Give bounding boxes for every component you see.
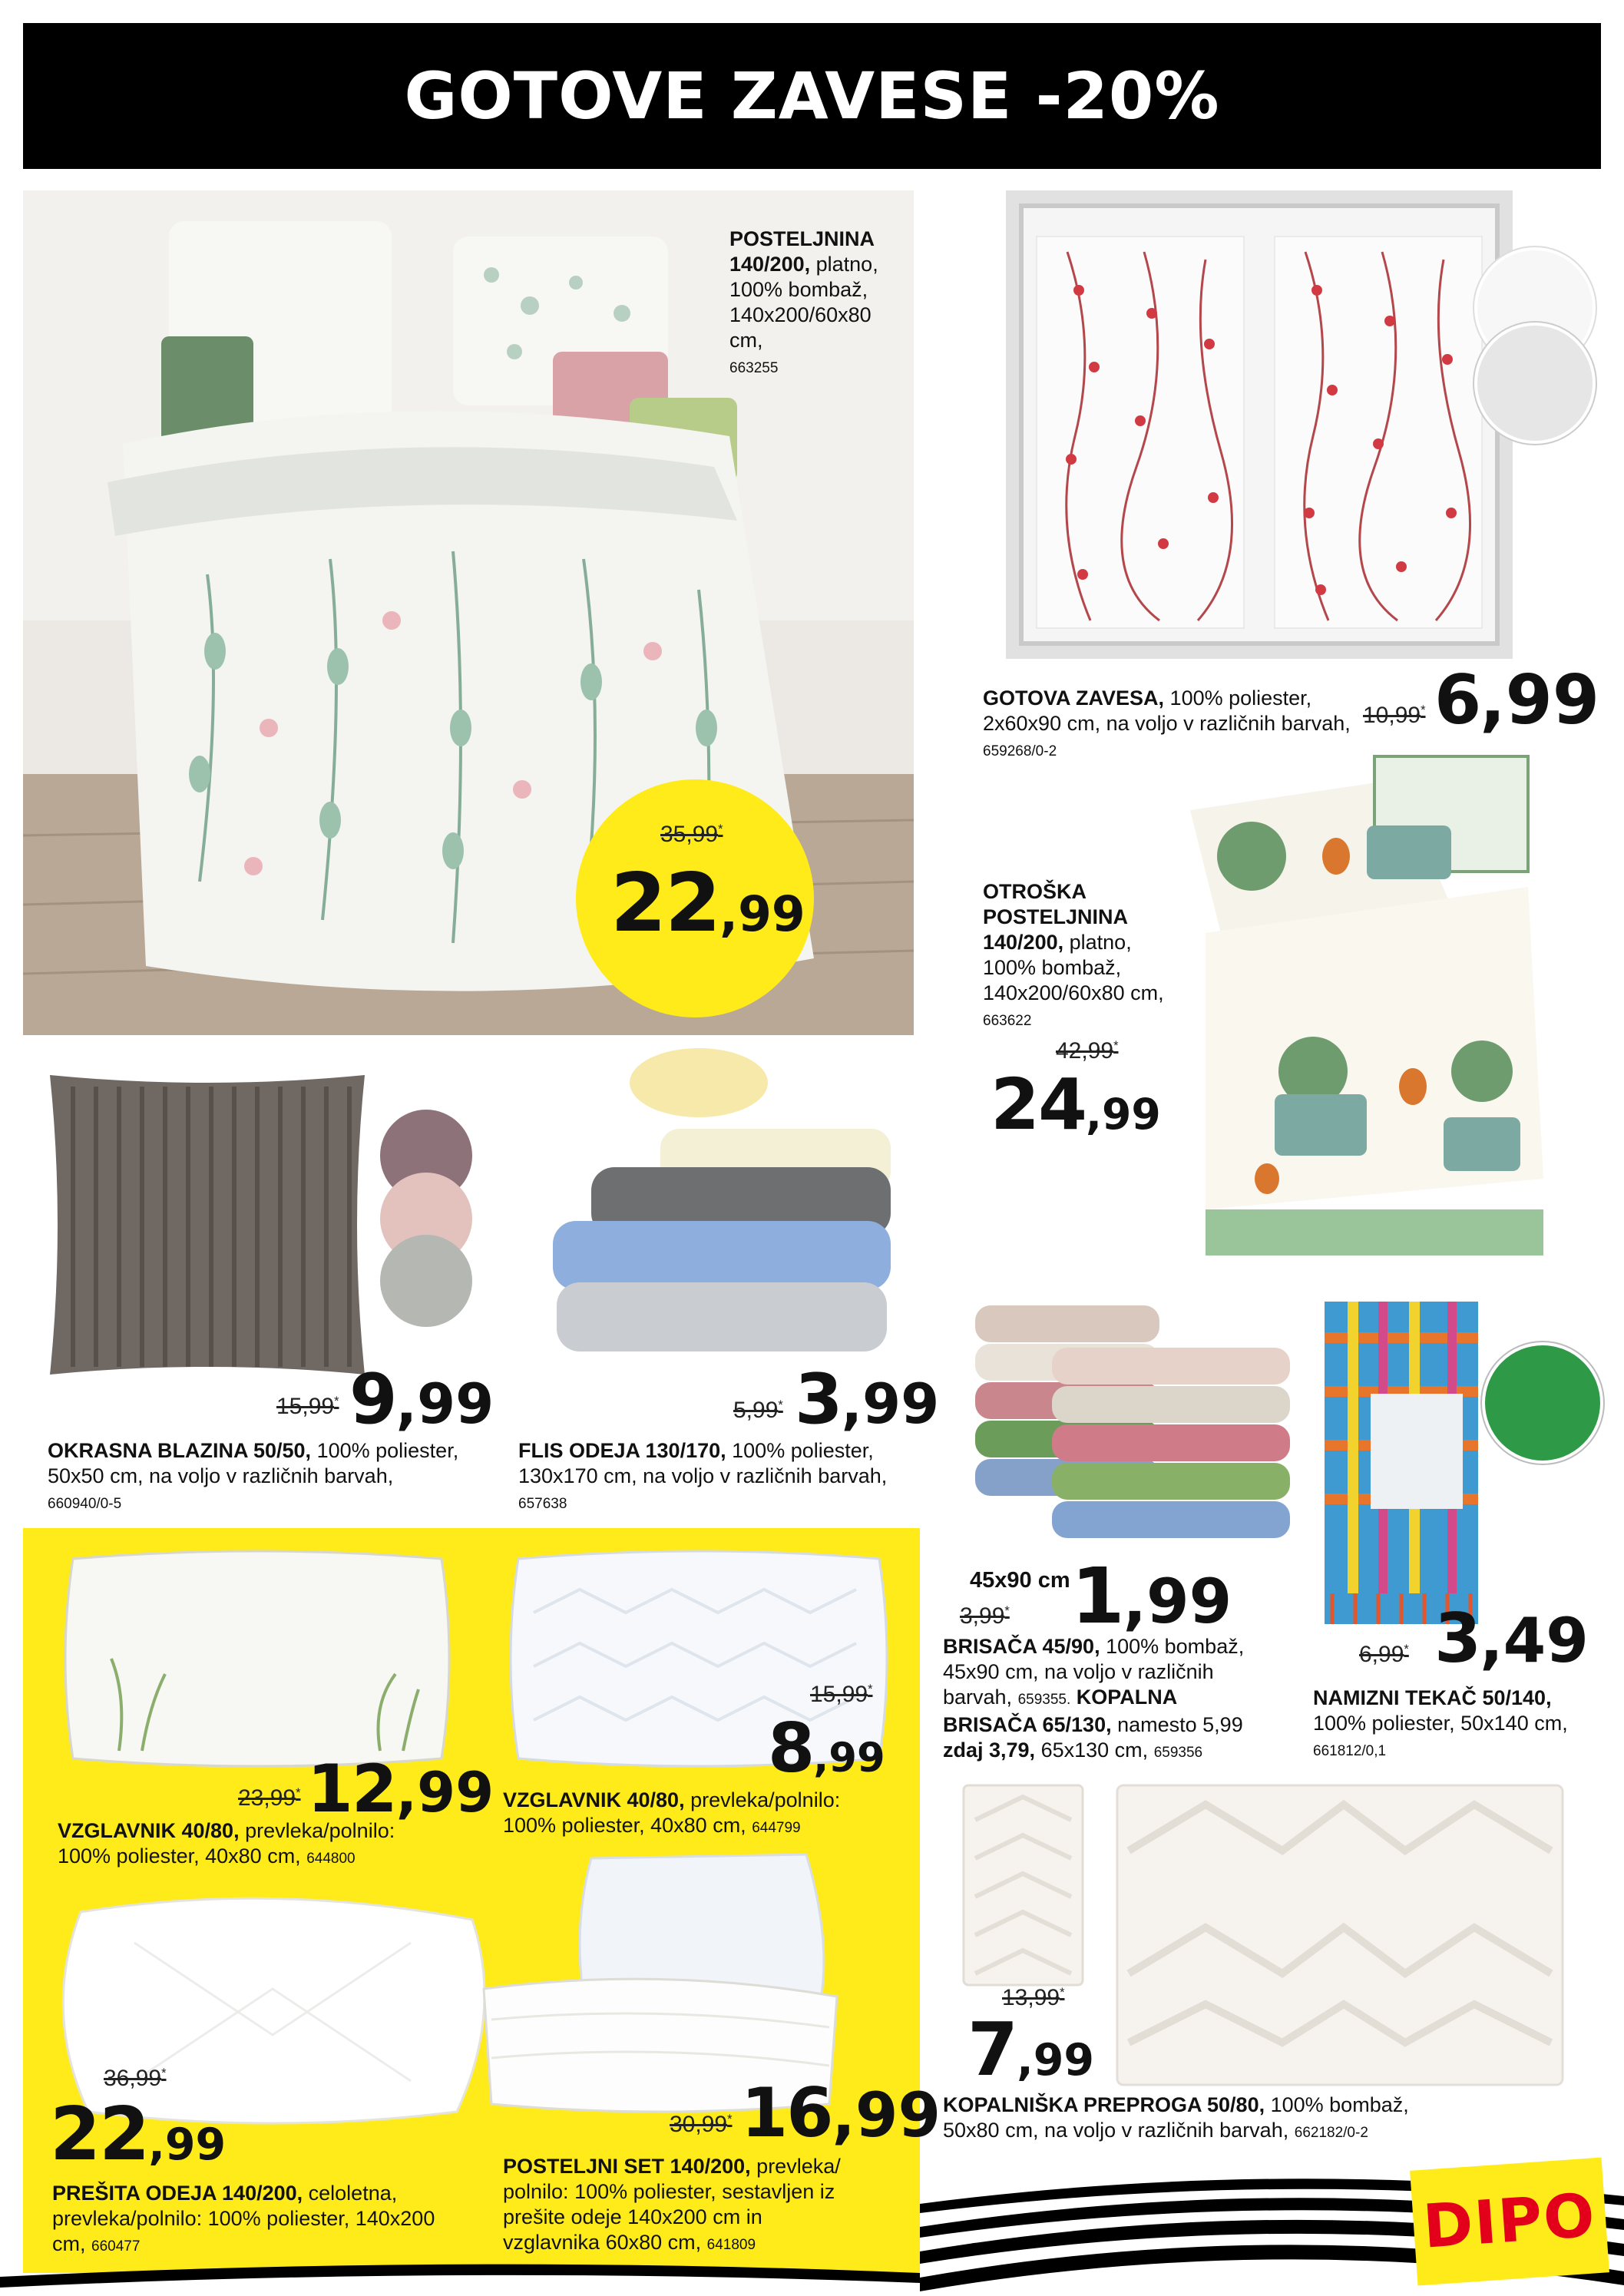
curtain-photo [1006,190,1513,659]
brisaca-desc: BRISAČA 45/90, 100% bombaž, 45x90 cm, na voljo v različnih barvah, 659355. KOPALNA BRISAČA 65/130, namesto 5,99 zdaj 3,79, 65x130 cm, 659356 [943,1635,1245,1762]
price: 6,99 [1434,660,1600,739]
blazina-desc: OKRASNA BLAZINA 50/50, 100% poliester, 50x50 cm, na voljo v različnih barvah, 660940/0-5 [48,1439,459,1512]
price: 16,99 [741,2073,941,2152]
odeja-desc: PREŠITA ODEJA 140/200, celoletna, prevleka/polnilo: 100% poliester, 140x200 cm, 660477 [52,2182,435,2255]
price: 12,99 [307,1751,494,1828]
price: 9,99 [349,1359,494,1440]
old-price: 30,99* [670,2112,733,2137]
price: 22,99 [50,2093,227,2177]
price: 24,99 [991,1064,1161,1146]
old-price: 35,99* [660,822,723,847]
towels-photo [967,1305,1298,1543]
old-price: 23,99* [238,1785,301,1811]
old-price: 36,99* [104,2066,167,2091]
old-price: 13,99* [1002,1985,1065,2010]
dipo-logo: DIPO [1410,2157,1609,2285]
preproga-desc: KOPALNIŠKA PREPROGA 50/80, 100% bombaž, 50x80 cm, na voljo v različnih barvah, 662182/0-2 [943,2093,1409,2142]
price: 1,99 [1071,1551,1232,1641]
old-price: 42,99* [1056,1038,1119,1064]
price: 3,49 [1434,1599,1589,1678]
kids-bedding-photo [1159,749,1551,1275]
old-price: 5,99* [733,1398,783,1423]
zavesa-desc: GOTOVA ZAVESA, 100% poliester, 2x60x90 cm, na voljo v različnih barvah, 659268/0-2 [983,686,1351,759]
old-price: 3,99* [960,1603,1010,1629]
posteljnina-desc: POSTELJNINA 140/200, platno, 100% bombaž, 140x200/60x80 cm, 663255 [729,227,878,376]
fleece-blanket-photo [522,1044,921,1375]
old-price: 15,99* [276,1394,339,1419]
old-price: 10,99* [1363,703,1426,728]
towel-size-label: 45x90 cm [970,1568,1070,1593]
price: 8,99 [768,1709,885,1788]
vzglavnik1-desc: VZGLAVNIK 40/80, prevleka/polnilo: 100% poliester, 40x80 cm, 644800 [58,1819,395,1868]
pillow-bamboo-photo [58,1543,457,1774]
cushion-swatch-grey [380,1235,472,1327]
bath-mat-small-photo [960,1782,1087,1989]
stripe-decoration-left [0,2238,920,2296]
old-price: 6,99* [1359,1642,1409,1667]
vzglavnik2-desc: VZGLAVNIK 40/80, prevleka/polnilo: 100% poliester, 40x80 cm, 644799 [503,1788,841,1837]
runner-swatch-green [1482,1342,1603,1464]
price: 7,99 [967,2008,1095,2093]
price: 22,99 [610,856,805,950]
table-runner-photo [1325,1302,1478,1624]
flis-desc: FLIS ODEJA 130/170, 100% poliester, 130x170 cm, na voljo v različnih barvah, 657638 [518,1439,888,1512]
page-title: GOTOVE ZAVESE -20% [23,23,1601,169]
cushion-photo [42,1067,372,1382]
otroska-desc: OTROŠKA POSTELJNINA 140/200, platno, 100% bombaž, 140x200/60x80 cm, 663622 [983,880,1164,1029]
old-price: 15,99* [810,1682,873,1707]
price: 3,99 [795,1359,940,1440]
bath-mat-large-photo [1113,1782,1566,2089]
curtain-swatch-grey [1474,323,1596,444]
tekac-desc: NAMIZNI TEKAČ 50/140, 100% poliester, 50x140 cm, 661812/0,1 [1313,1686,1568,1759]
set-desc: POSTELJNI SET 140/200, prevleka/ polnilo: 100% poliester, sestavljen iz prešite odeje 140x200 cm in vzglavnika 60x80 cm, 641809 [503,2155,841,2254]
